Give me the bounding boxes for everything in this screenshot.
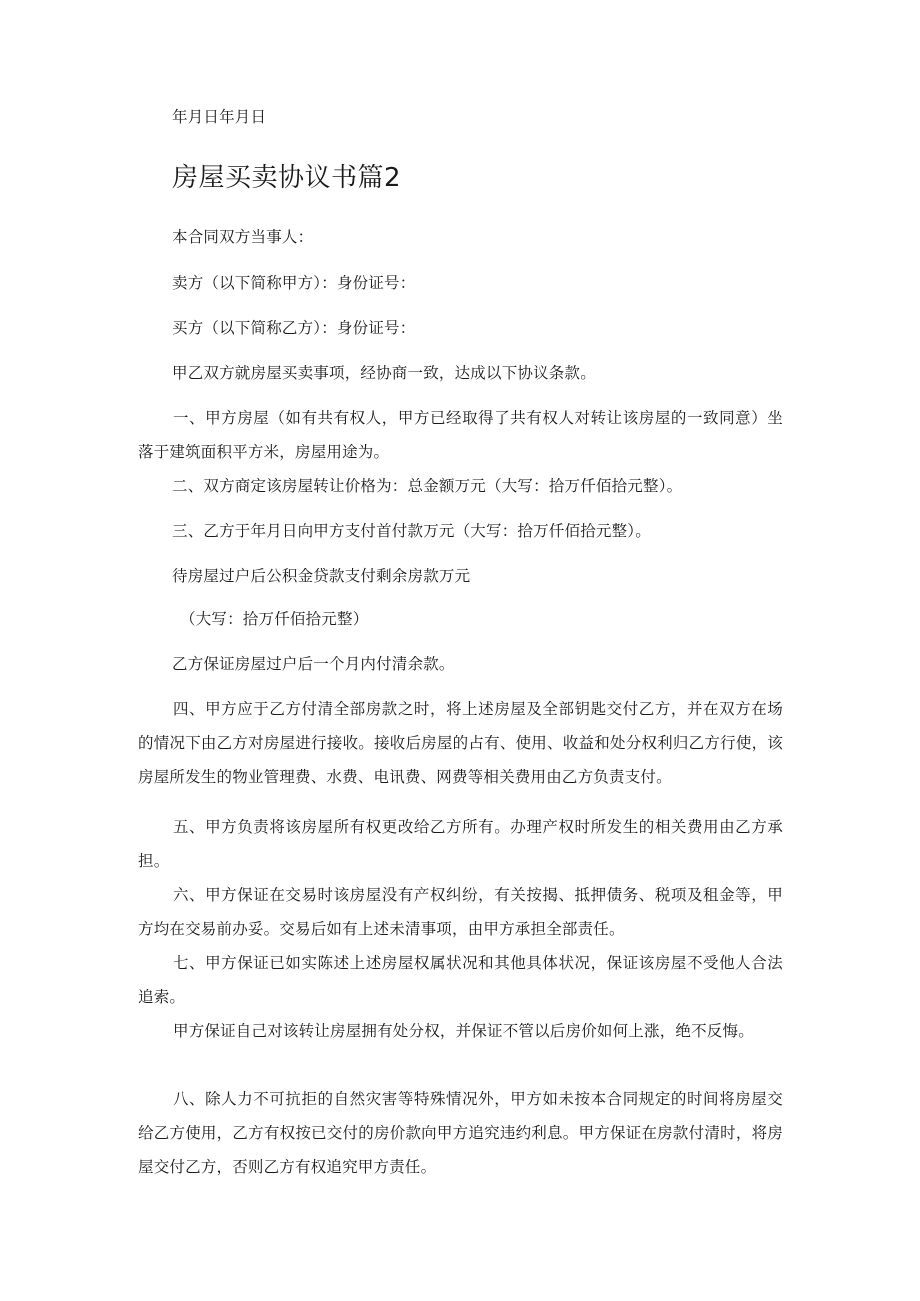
clause-6: 六、甲方保证在交易时该房屋没有产权纠纷，有关按揭、抵押债务、税项及租金等，甲方均在交易前办妥。交易后如有上述未清事项，由甲方承担全部责任。 xyxy=(138,886,783,938)
buyer-line: 买方（以下简称乙方）：身份证号： xyxy=(172,319,416,337)
clause-5: 五、甲方负责将该房屋所有权更改给乙方所有。办理产权时所发生的相关费用由乙方承担。 xyxy=(138,818,783,870)
clause-4: 四、甲方应于乙方付清全部房款之时，将上述房屋及全部钥匙交付乙方，并在双方在场的情况下由乙方对房屋进行接收。接收后房屋的占有、使用、收益和处分权利归乙方行使，该房屋所发生的物业管理费、水费、电讯费、网费等相关费用由乙方负责支付。 xyxy=(138,700,783,786)
page-title: 房屋买卖协议书篇2 xyxy=(172,163,402,193)
seller-line: 卖方（以下简称甲方）：身份证号： xyxy=(172,274,416,292)
clause-2: 二、双方商定该房屋转让价格为：总金额万元（大写：拾万仟佰拾元整）。 xyxy=(172,477,683,495)
loan-line: 待房屋过户后公积金贷款支付剩余房款万元 xyxy=(172,567,471,585)
date-line: 年月日年月日 xyxy=(172,108,267,126)
clause-7: 七、甲方保证已如实陈述上述房屋权属状况和其他具体状况，保证该房屋不受他人合法追索。 xyxy=(138,954,783,1006)
clause-7-extra: 甲方保证自己对该转让房屋拥有处分权，并保证不管以后房价如何上涨，绝不反悔。 xyxy=(173,1022,754,1040)
clause-1: 一、甲方房屋（如有共有权人，甲方已经取得了共有权人对转让该房屋的一致同意）坐落于建筑面积平方米，房屋用途为。 xyxy=(138,409,783,461)
loan-amount-words: （大写：拾万仟佰拾元整） xyxy=(180,610,369,628)
balance-line: 乙方保证房屋过户后一个月内付清余款。 xyxy=(172,655,455,673)
agreement-intro: 甲乙双方就房屋买卖事项，经协商一致，达成以下协议条款。 xyxy=(172,364,596,382)
clause-8: 八、除人力不可抗拒的自然灾害等特殊情况外，甲方如未按本合同规定的时间将房屋交给乙方使用，乙方有权按已交付的房价款向甲方追究违约利息。甲方保证在房款付清时，将房屋交付乙方，否则乙方有权追究甲方责任。 xyxy=(138,1090,783,1176)
clause-3: 三、乙方于年月日向甲方支付首付款万元（大写：拾万仟佰拾元整）。 xyxy=(172,522,651,540)
parties-intro: 本合同双方当事人： xyxy=(172,228,314,246)
